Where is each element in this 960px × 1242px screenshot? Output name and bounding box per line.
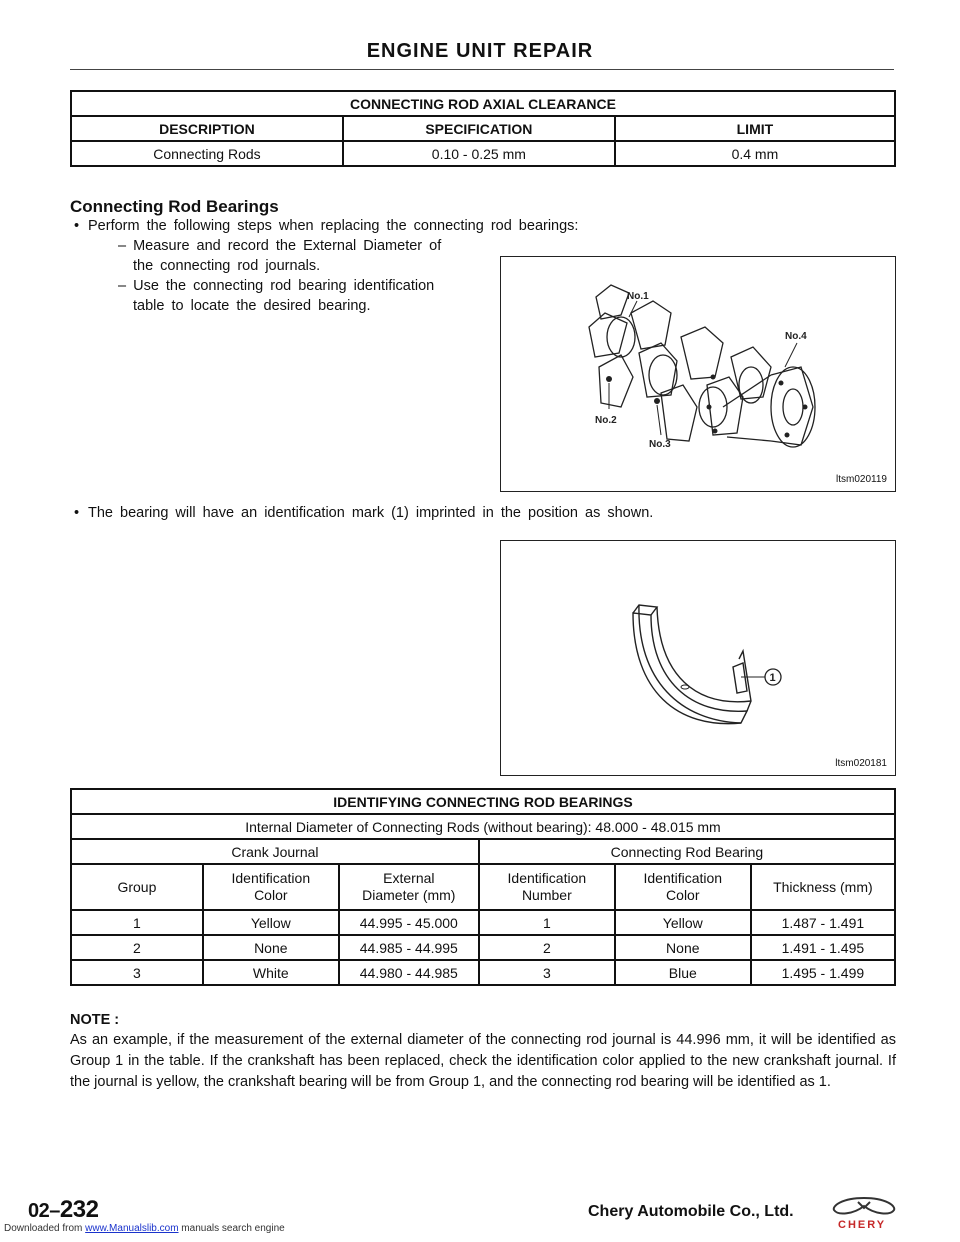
step-use-table-cont: table to locate the desired bearing. [133,298,371,314]
callout-1: 1 [769,672,776,684]
id-table-group-crank-journal: Crank Journal [71,839,479,864]
axial-col-description: DESCRIPTION [71,116,343,141]
cell-group: 1 [71,910,203,935]
table-row [71,960,895,985]
bearing-illustration [501,541,895,775]
label-no1: No.1 [627,291,649,302]
col-ident-color: Identification Color [203,864,339,910]
axial-clearance-table [70,90,896,167]
cell-thickness: 1.495 - 1.499 [751,960,895,985]
col-ident-number: Identification Number [479,864,615,910]
table-row [71,910,895,935]
company-name: Chery Automobile Co., Ltd. [588,1203,794,1220]
cell-bearing-color: Yellow [615,910,751,935]
logo-text: CHERY [838,1219,887,1230]
bullet-identification-mark: • The bearing will have an identification mark (1) imprinted in the position as shown. [88,503,653,523]
cell-ident-number: 2 [479,935,615,960]
axial-cell-limit: 0.4 mm [615,141,895,166]
id-table-group-rod-bearing: Connecting Rod Bearing [479,839,895,864]
manualslib-link[interactable]: www.Manualslib.com [85,1223,179,1234]
identifying-bearings-table [70,788,896,986]
axial-cell-description: Connecting Rods [71,141,343,166]
note-heading: NOTE : [70,1012,120,1028]
note-text: As an example, if the measurement of the external diameter of the connecting rod journal is 44.996 mm, it will be identified as Group 1 in the table. If the crankshaft has been replaced, check the identification color applied to the new crankshaft journal. If the journal is yellow, the crankshaft bearing will be from Group 1, and the connecting rod bearing will be identified as 1. [70,1032,896,1090]
bearing-figure [500,540,896,776]
bullet-replace-steps: • Perform the following steps when replacing the connecting rod bearings: [88,216,578,236]
crankshaft-illustration [501,257,895,491]
download-line: Downloaded from www.Manualslib.com manuals search engine [4,1223,285,1234]
cell-ident-color: Yellow [203,910,339,935]
cell-ident-number: 3 [479,960,615,985]
chery-logo [828,1196,900,1230]
axial-table-title: CONNECTING ROD AXIAL CLEARANCE [71,91,895,116]
col-group: Group [71,864,203,910]
axial-col-limit: LIMIT [615,116,895,141]
label-no4: No.4 [785,331,807,342]
table-row [71,935,895,960]
chery-logo-icon [828,1196,900,1230]
col-bearing-color: Identification Color [615,864,751,910]
col-external-diameter: External Diameter (mm) [339,864,479,910]
page-number: 02–232 [28,1196,99,1223]
crankshaft-figure [500,256,896,492]
cell-ident-color: None [203,935,339,960]
cell-thickness: 1.491 - 1.495 [751,935,895,960]
col-thickness: Thickness (mm) [751,864,895,910]
cell-ident-number: 1 [479,910,615,935]
id-table-subtitle: Internal Diameter of Connecting Rods (without bearing): 48.000 - 48.015 mm [71,814,895,839]
axial-col-specification: SPECIFICATION [343,116,615,141]
cell-group: 2 [71,935,203,960]
cell-ident-color: White [203,960,339,985]
title-rule [70,69,894,70]
figure2-id: ltsm020181 [835,758,887,769]
label-no3: No.3 [649,439,671,450]
cell-thickness: 1.487 - 1.491 [751,910,895,935]
cell-external-diameter: 44.985 - 44.995 [339,935,479,960]
cell-external-diameter: 44.980 - 44.985 [339,960,479,985]
cell-group: 3 [71,960,203,985]
step-measure: – Measure and record the External Diameter of [118,238,442,254]
cell-bearing-color: Blue [615,960,751,985]
axial-cell-specification: 0.10 - 0.25 mm [343,141,615,166]
step-measure-cont: the connecting rod journals. [133,258,321,274]
step-use-table: – Use the connecting rod bearing identification [118,278,435,294]
label-no2: No.2 [595,415,617,426]
cell-bearing-color: None [615,935,751,960]
bearings-heading: Connecting Rod Bearings [70,197,279,216]
cell-external-diameter: 44.995 - 45.000 [339,910,479,935]
id-table-title: IDENTIFYING CONNECTING ROD BEARINGS [71,789,895,814]
figure1-id: ltsm020119 [836,474,887,485]
section-title: ENGINE UNIT REPAIR [366,40,594,62]
